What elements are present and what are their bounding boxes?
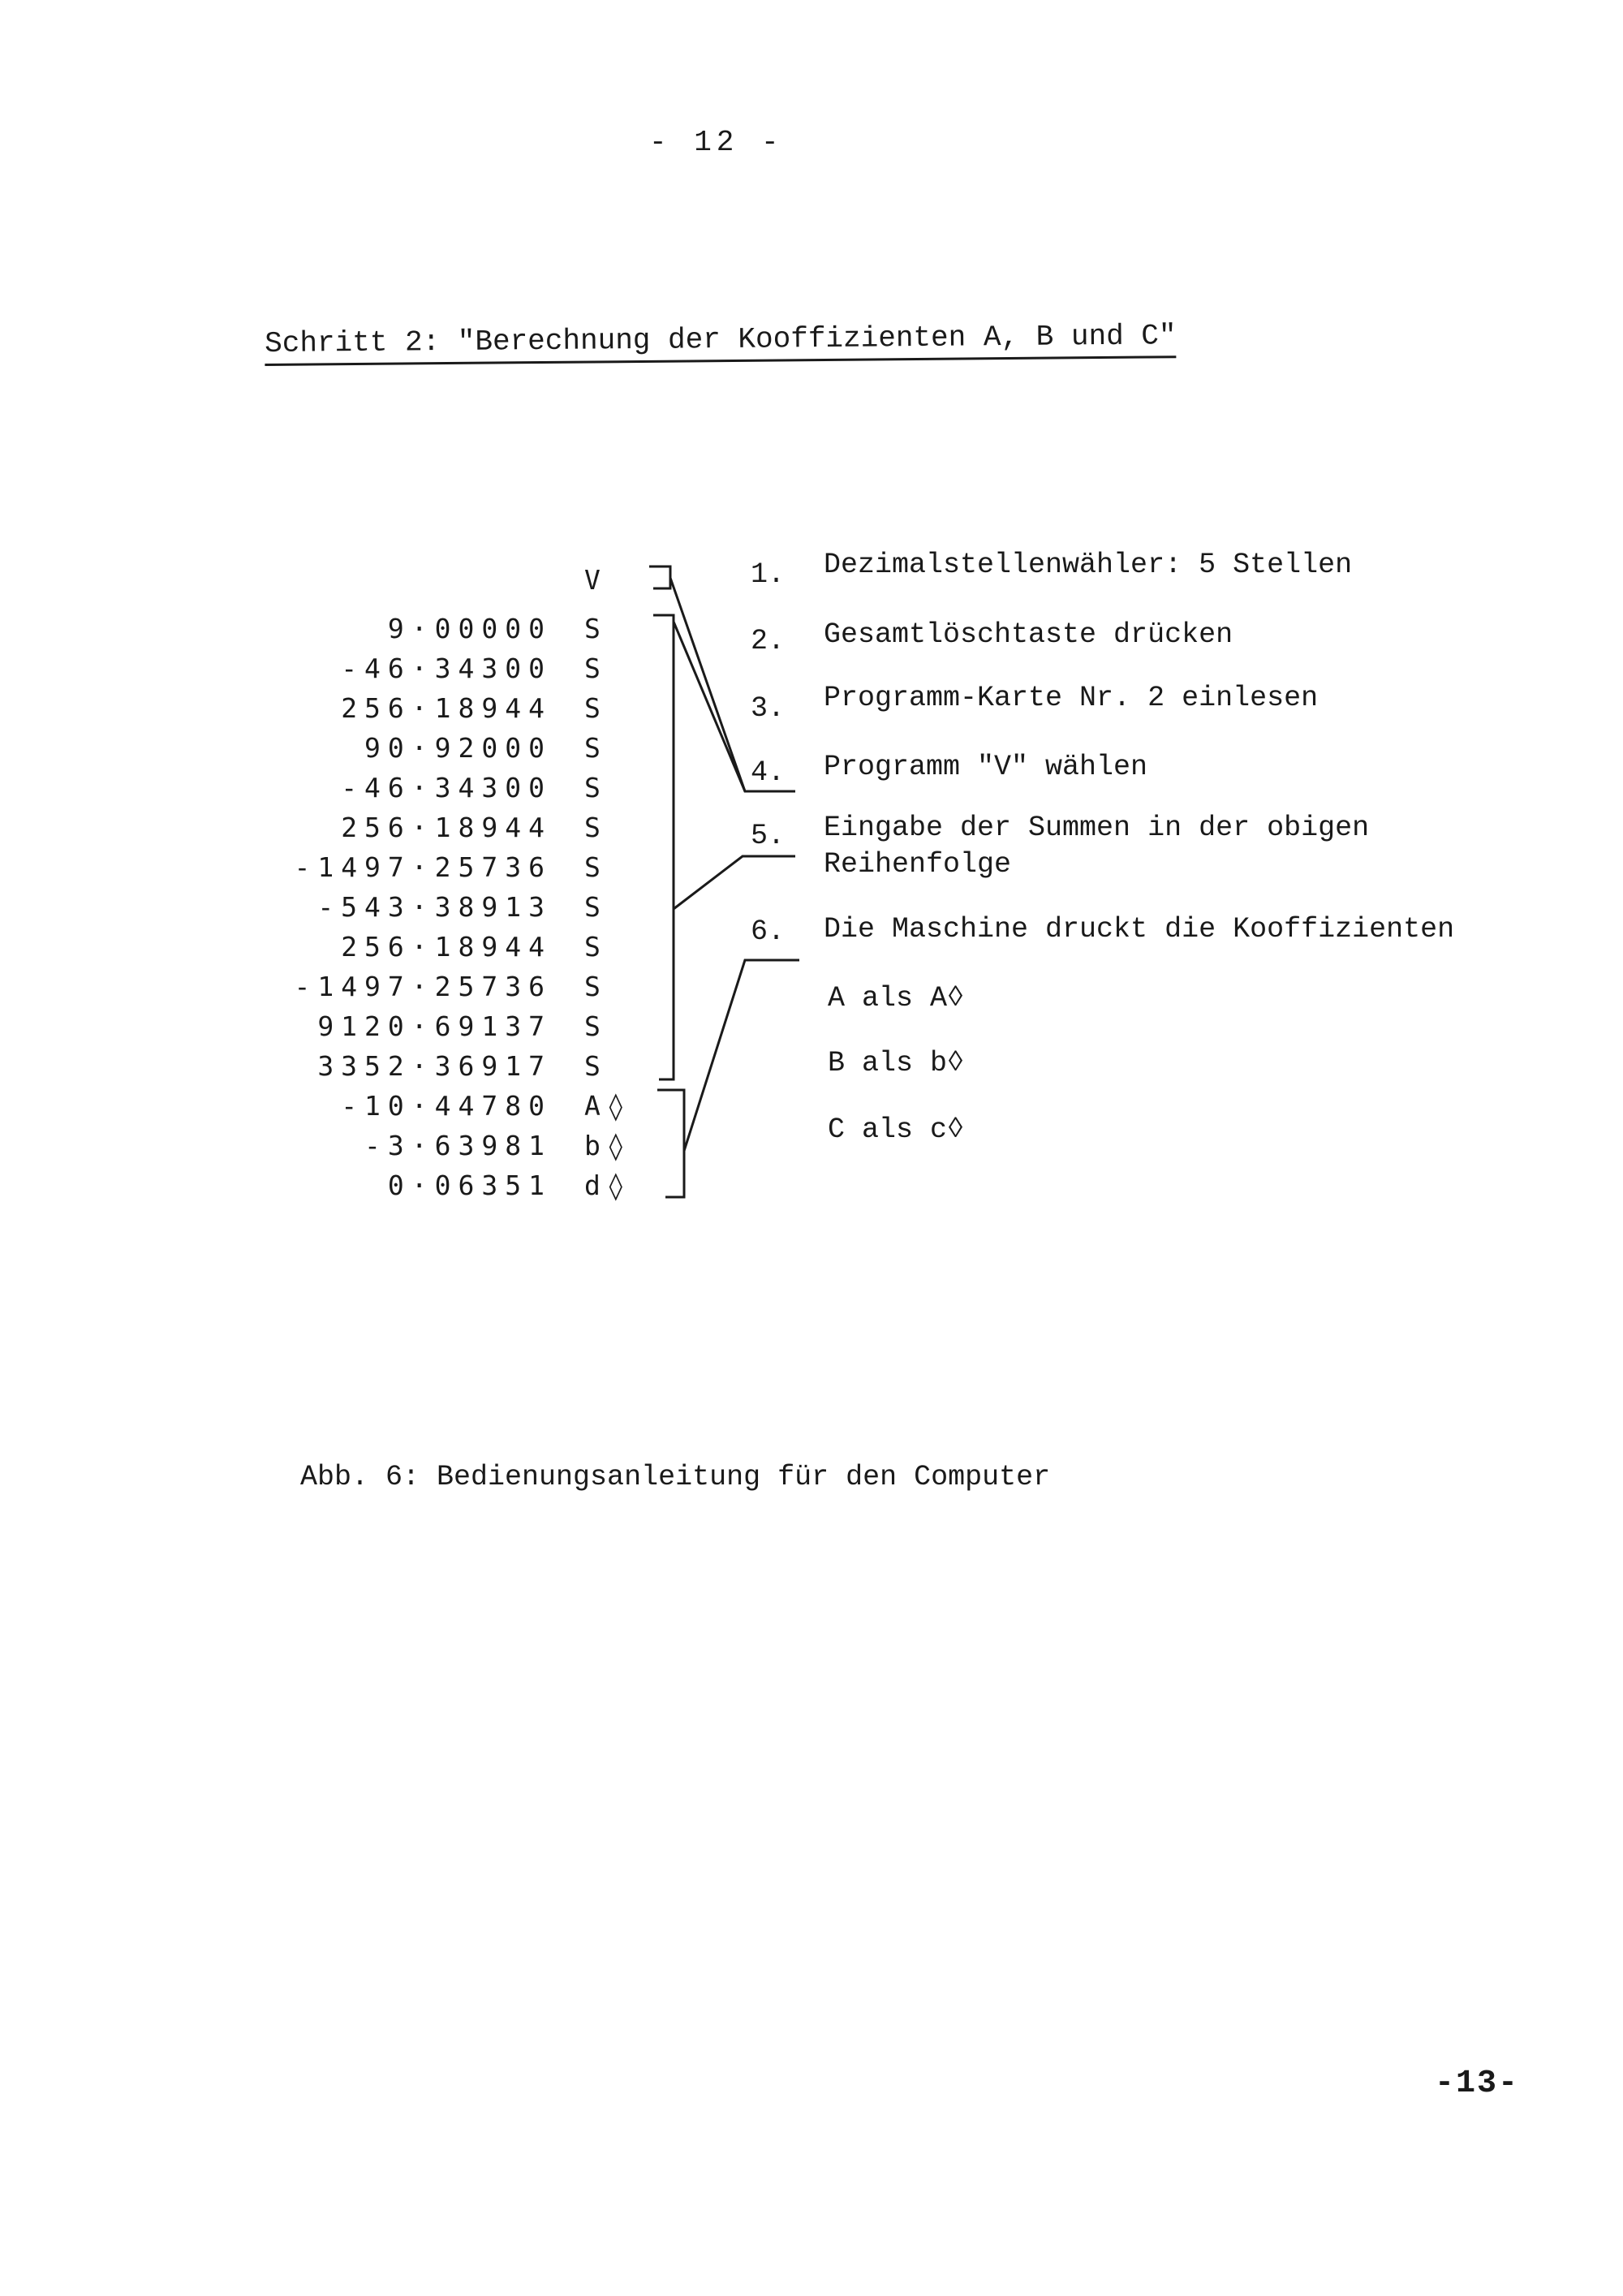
step-number: 2. — [751, 625, 786, 657]
step-number: 3. — [751, 692, 786, 725]
printout-value: 256·18944 — [341, 931, 552, 963]
printout-value: 256·18944 — [341, 692, 552, 724]
section-heading: Schritt 2: "Berechnung der Kooffizienten A, B und C" — [265, 319, 1177, 366]
printout-code: S — [584, 1010, 608, 1042]
step-number: 6. — [751, 915, 786, 948]
printout-value: 0·06351 — [387, 1170, 552, 1201]
output-c: C als c◊ — [828, 1114, 965, 1146]
printout-value: 90·92000 — [364, 732, 552, 764]
printout-code: S — [584, 971, 608, 1002]
printout-code: S — [584, 692, 608, 724]
printout-code: S — [584, 812, 608, 843]
printout-value: -46·34300 — [341, 653, 552, 684]
printout-value: 9·00000 — [387, 613, 552, 644]
printout-code: S — [584, 891, 608, 923]
step-text: Eingabe der Summen in der obigen — [824, 812, 1370, 844]
output-a: A als A◊ — [828, 982, 965, 1014]
printout-header: V — [584, 564, 608, 596]
printout-value: 256·18944 — [341, 812, 552, 843]
printout-value: -46·34300 — [341, 772, 552, 803]
printout-code: d◊ — [584, 1170, 631, 1201]
printout-code: A◊ — [584, 1090, 631, 1122]
printout-code: S — [584, 653, 608, 684]
printout-code: b◊ — [584, 1130, 631, 1161]
step-text: Dezimalstellenwähler: 5 Stellen — [824, 549, 1353, 581]
printout-value: -1497·25736 — [294, 971, 552, 1002]
figure-caption: Abb. 6: Bedienungsanleitung für den Computer — [300, 1461, 1051, 1493]
next-page-marker: -13- — [1435, 2066, 1520, 2102]
printout-value: 3352·36917 — [317, 1050, 552, 1082]
printout-code: S — [584, 1050, 608, 1082]
printout-value: -3·63981 — [364, 1130, 552, 1161]
output-b: B als b◊ — [828, 1047, 965, 1079]
step-text: Programm "V" wählen — [824, 751, 1148, 783]
step-number: 5. — [751, 820, 786, 852]
printout-code: S — [584, 931, 608, 963]
printout-value: 9120·69137 — [317, 1010, 552, 1042]
step-number: 4. — [751, 756, 786, 789]
printout-code: S — [584, 772, 608, 803]
step-text: Die Maschine druckt die Kooffizienten — [824, 913, 1455, 946]
printout-code: S — [584, 851, 608, 883]
printout-code: S — [584, 732, 608, 764]
step-number: 1. — [751, 558, 786, 591]
page-number: - 12 - — [649, 126, 784, 159]
printout-value: -10·44780 — [341, 1090, 552, 1122]
step-text: Programm-Karte Nr. 2 einlesen — [824, 682, 1319, 714]
printout-code: S — [584, 613, 608, 644]
step-text-continued: Reihenfolge — [824, 848, 1012, 881]
printout-value: -1497·25736 — [294, 851, 552, 883]
step-text: Gesamtlöschtaste drücken — [824, 618, 1233, 651]
printout-value: -543·38913 — [317, 891, 552, 923]
